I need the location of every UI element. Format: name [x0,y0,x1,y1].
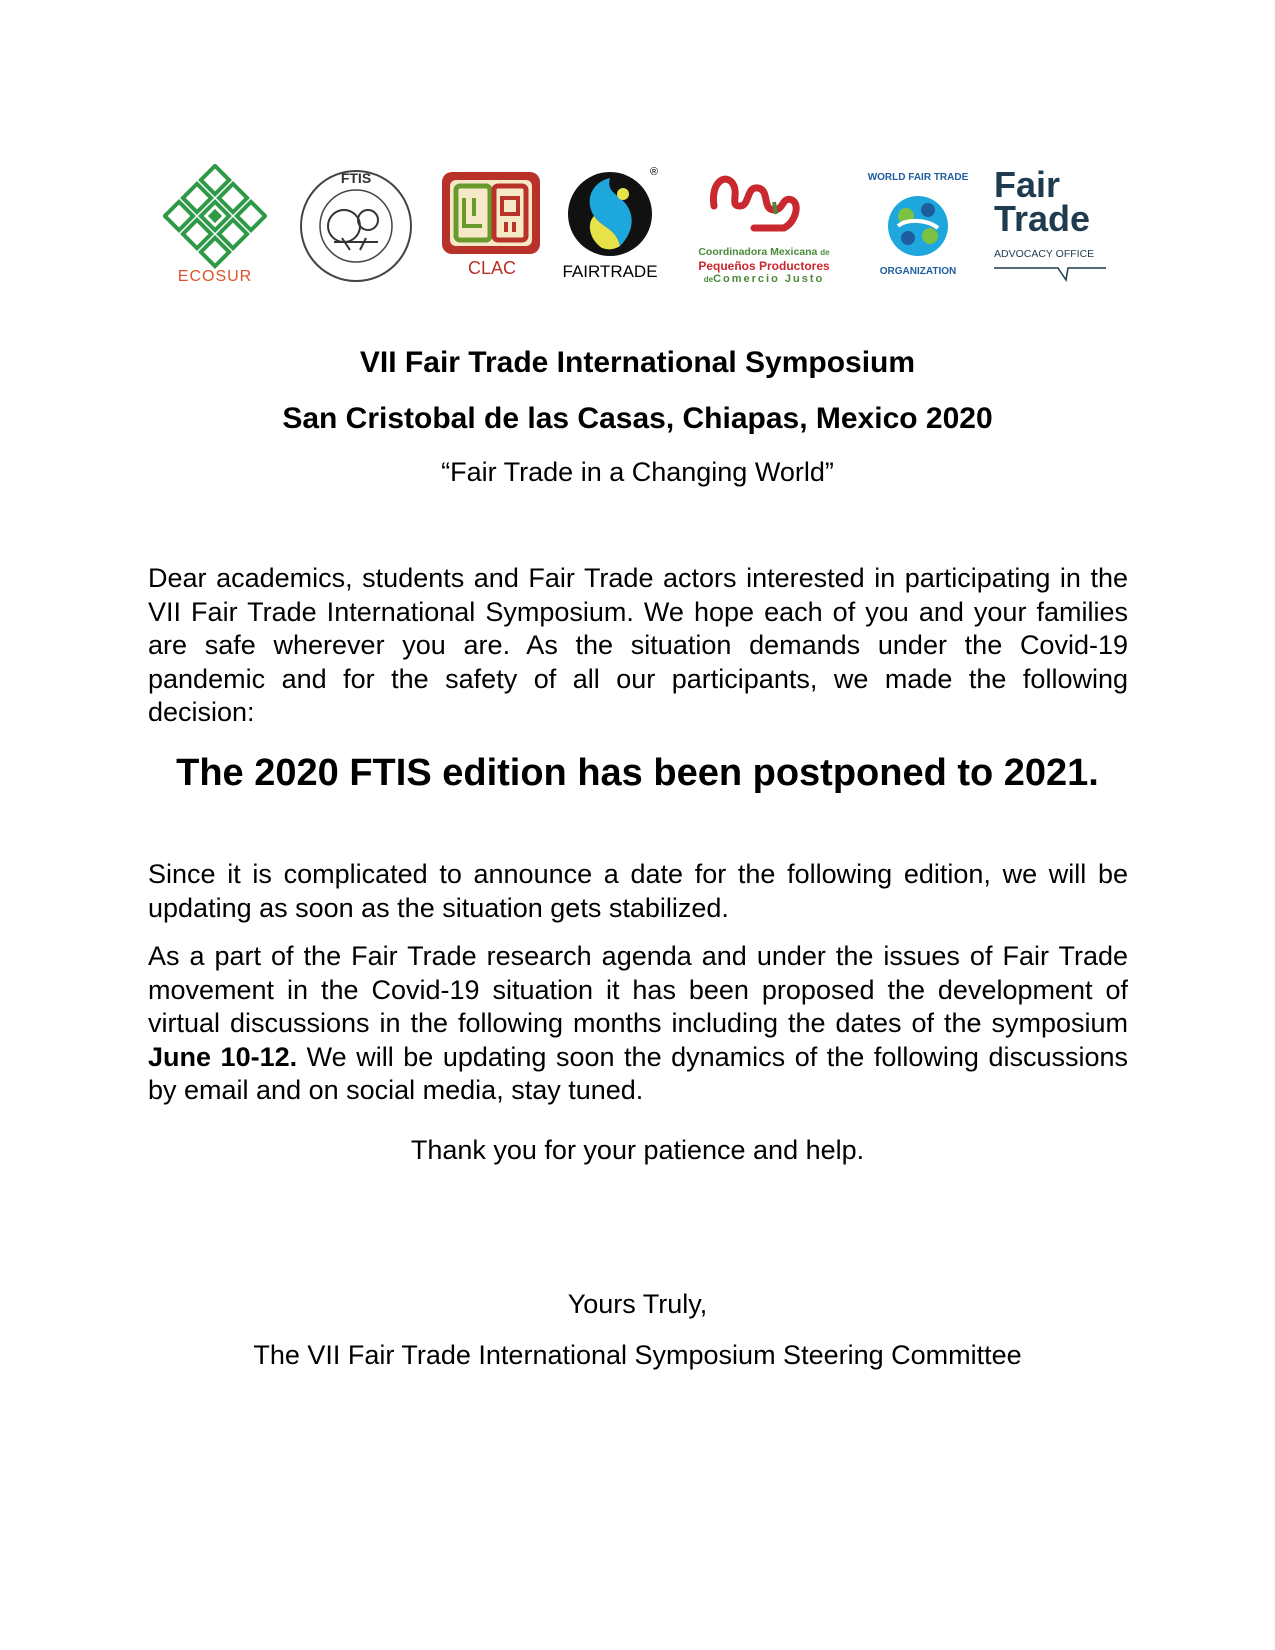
ecosur-logo [163,164,267,290]
clac-logo [440,170,544,282]
symposium-dates: June 10-12. [148,1041,298,1072]
fairtrade-logo [556,166,664,282]
wfto-bottom-text: ORGANIZATION [879,266,957,277]
closing-line: Yours Truly, [567,1289,708,1319]
event-title: VII Fair Trade International Symposium [359,346,916,379]
ftao-fair: Fair [994,164,1061,205]
cmpp-line1: Coordinadora Mexicana [698,246,818,258]
ftao-subtitle: ADVOCACY OFFICE [994,248,1095,260]
cmpp-de1: de [820,248,830,257]
signer-line: The VII Fair Trade International Symposium Steering Committee [253,1340,1022,1370]
thanks-line: Thank you for your patience and help. [410,1135,865,1165]
cmpp-line3: Comercio Justo [713,273,825,285]
ftis-logo [298,168,414,284]
cmpp-line1-wrap [684,246,844,258]
clac-emblem-icon [440,170,544,256]
ecosur-label: ECOSUR [177,268,253,285]
postponement-announcement: The 2020 FTIS edition has been postponed to 2021. [176,752,1099,794]
ftis-name: FTIS [340,170,372,186]
cmpp-line3-wrap [684,273,844,285]
ftao-logo [990,166,1120,282]
ftao-trade: Trade [994,198,1091,239]
intro-paragraph: Dear academics, students and Fair Trade actors interested in participating in the VII Fair Trade International Symposium. We hope each of you and your families are safe wherever you are. As the situation demands under the Covid-19 pandemic and for the safety of all our participants, we made the following decision: [148,563,1128,727]
cmpp-de2: de [703,275,714,284]
ecosur-emblem-icon [163,164,267,270]
cmpp-emblem-icon [684,166,844,242]
event-location: San Cristobal de las Casas, Chiapas, Mexico 2020 [282,402,993,435]
research-text-start: As a part of the Fair Trade research agenda and under the issues of Fair Trade movement in the Covid-19 situation it has been proposed the development of virtual discussions in the following months including the dates of the symposium [148,941,1128,1038]
speech-bubble-icon [994,260,1106,282]
cmpp-line2: Pequeños Productores [698,259,830,273]
wfto-top-text: WORLD FAIR TRADE [867,172,969,183]
fairtrade-registered-mark: ® [650,166,659,178]
research-text-end: We will be updating soon the dynamics of the following discussions by email and on social media, stay tuned. [148,1041,1128,1105]
event-theme: “Fair Trade in a Changing World” [441,457,834,487]
fairtrade-mark-icon [556,170,664,258]
cmpp-logo [684,166,844,284]
fairtrade-label: FAIRTRADE [562,262,658,281]
wfto-logo [862,170,974,282]
research-paragraph [148,940,1128,1108]
clac-label: CLAC [467,258,516,278]
update-paragraph: Since it is complicated to announce a date for the following edition, we will be updating as soon as the situation gets stabilized. [148,859,1128,923]
